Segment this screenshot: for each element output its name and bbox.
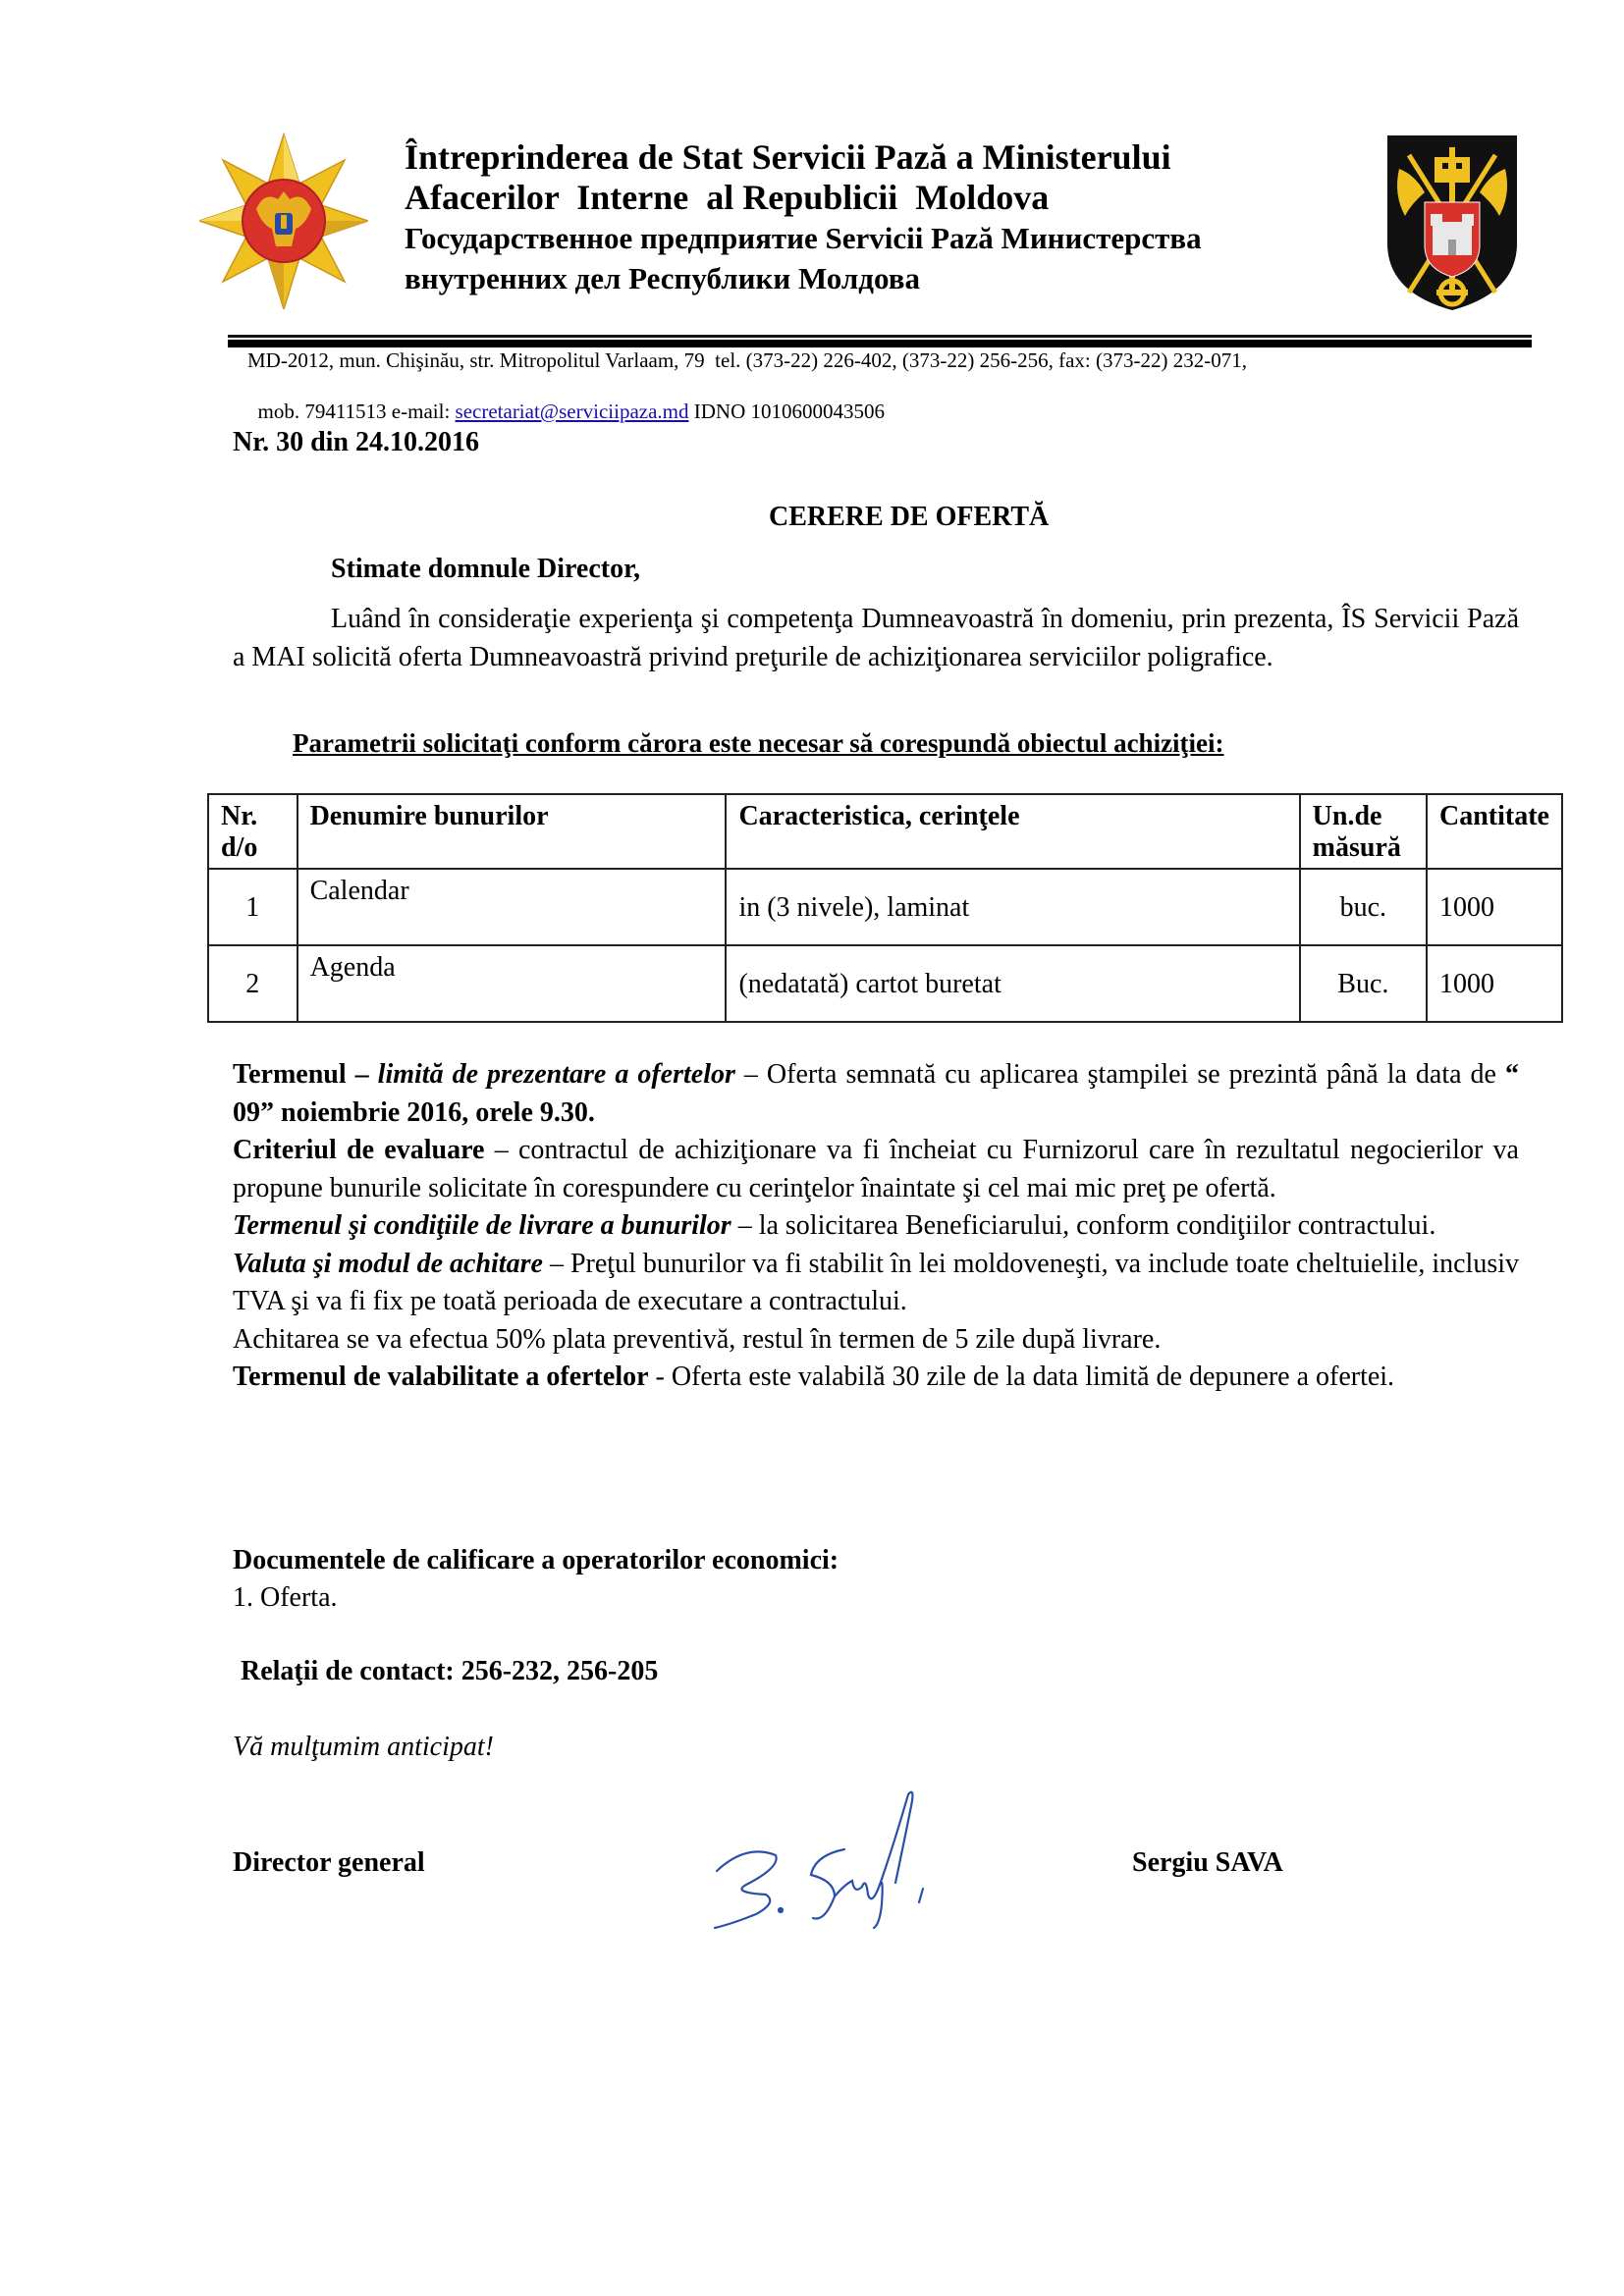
col-header-unit: Un.de măsură <box>1300 794 1427 869</box>
cell-qty: 1000 <box>1427 945 1562 1022</box>
terms-section <box>233 1056 1519 1397</box>
deadline-paragraph <box>233 1056 1519 1132</box>
contact-line-2 <box>247 373 885 424</box>
validity-paragraph <box>233 1359 1519 1397</box>
col-header-name: Denumire bunurilor <box>298 794 727 869</box>
mobile-label: mob. 79411513 e-mail: <box>257 400 456 423</box>
criteria-paragraph <box>233 1132 1519 1207</box>
cell-nr: 1 <box>208 869 298 945</box>
cell-qty: 1000 <box>1427 869 1562 945</box>
params-heading: Parametrii solicitaţi conform cărora este necesar să corespundă obiectul achiziţiei: <box>293 728 1224 758</box>
document-number: Nr. 30 din 24.10.2016 <box>233 427 480 457</box>
deadline-date: “ 09” noiembrie 2016, orele 9.30. <box>233 1059 1520 1128</box>
coat-of-arms-logo <box>1387 135 1517 310</box>
org-name-ru-line1: Государственное предприятие Servicii Pază Министерства <box>405 221 1202 255</box>
org-name-ro-line2: Afacerilor Interne al Republicii Moldova <box>405 178 1050 217</box>
validity-text: - Oferta este valabilă 30 zile de la data limită de depunere a ofertei. <box>648 1362 1395 1392</box>
deadline-label-italic: limită de prezentare a ofertelor <box>377 1059 735 1090</box>
cell-nr: 2 <box>208 945 298 1022</box>
table-row <box>208 945 1562 1022</box>
criteria-label: Criteriul de evaluare <box>233 1135 485 1165</box>
signatory-position: Director general <box>233 1847 425 1878</box>
deadline-label: Termenul – <box>233 1059 378 1090</box>
contact-relations: Relaţii de contact: 256-232, 256-205 <box>241 1656 659 1686</box>
goods-table <box>207 793 1563 1023</box>
closing-thanks: Vă mulţumim anticipat! <box>233 1732 494 1762</box>
signatory-name: Sergiu SAVA <box>1132 1847 1283 1878</box>
contact-address-line: MD-2012, mun. Chişinău, str. Mitropolitul Varlaam, 79 tel. (373-22) 226-402, (373-22) 256-256, fax: (373-22) 232-071, <box>247 348 1247 372</box>
star-emblem-icon <box>199 133 368 309</box>
header-divider-thin <box>228 335 1532 338</box>
col-header-qty: Cantitate <box>1427 794 1562 869</box>
org-name-ro-line1: Întreprinderea de Stat Servicii Pază a Ministerului <box>405 137 1171 177</box>
cell-name: Agenda <box>298 945 727 1022</box>
qualification-heading: Documentele de calificare a operatorilor economici: <box>233 1545 839 1575</box>
handwritten-signature-icon <box>687 1787 943 1934</box>
document-title: CERERE DE OFERTĂ <box>769 502 1050 532</box>
delivery-text: – la solicitarea Beneficiarului, conform condiţiilor contractului. <box>731 1210 1436 1241</box>
col-header-nr: Nr. d/o <box>208 794 298 869</box>
delivery-label: Termenul şi condiţiile de livrare a bunurilor <box>233 1210 731 1241</box>
qualification-item: 1. Oferta. <box>233 1582 338 1613</box>
payment-paragraph <box>233 1246 1519 1321</box>
cell-spec: (nedatată) cartot buretat <box>726 945 1299 1022</box>
cell-name: Calendar <box>298 869 727 945</box>
idno-text: IDNO 1010600043506 <box>688 400 885 423</box>
cell-unit: buc. <box>1300 869 1427 945</box>
delivery-paragraph <box>233 1207 1519 1246</box>
table-row <box>208 869 1562 945</box>
org-name-ru-line2: внутренних дел Республики Молдова <box>405 261 920 295</box>
payment-extra: Achitarea se va efectua 50% plata preventivă, restul în termen de 5 zile după livrare. <box>233 1323 1162 1355</box>
coat-of-arms-shield-icon <box>1387 135 1517 310</box>
criteria-text: – contractul de achiziţionare va fi încheiat cu Furnizorul care în rezultatul negocierilor va propune bunurile solicitate în corespundere cu cerinţelor înaintate şi cel mai mic preţ pe ofertă. <box>233 1135 1519 1203</box>
signature <box>687 1787 943 1934</box>
salutation: Stimate domnule Director, <box>331 554 640 584</box>
cell-spec: in (3 nivele), laminat <box>726 869 1299 945</box>
header-divider-thick <box>228 340 1532 347</box>
star-emblem-logo <box>199 133 368 309</box>
validity-label: Termenul de valabilitate a ofertelor <box>233 1362 649 1392</box>
intro-paragraph <box>233 601 1519 676</box>
deadline-text: – Oferta semnată cu aplicarea ştampilei se prezintă până la data de <box>734 1059 1506 1090</box>
cell-unit: Buc. <box>1300 945 1427 1022</box>
email-link[interactable]: secretariat@serviciipaza.md <box>455 400 689 423</box>
payment-text: – Preţul bunurilor va fi stabilit în lei moldoveneşti, va include toate cheltuielile, inclusiv TVA şi va fi fix pe toată perioada de executare a contractului. <box>233 1248 1520 1316</box>
col-header-spec: Caracteristica, cerinţele <box>726 794 1299 869</box>
payment-label: Valuta şi modul de achitare <box>233 1248 543 1279</box>
intro-text: Luând în consideraţie experienţa şi competenţa Dumneavoastră în domeniu, prin prezenta, ÎS Servicii Pază a MAI solicită oferta Dumneavoastră privind preţurile de achiziţionarea serviciilor poligrafice. <box>233 604 1519 672</box>
table-header-row <box>208 794 1562 869</box>
